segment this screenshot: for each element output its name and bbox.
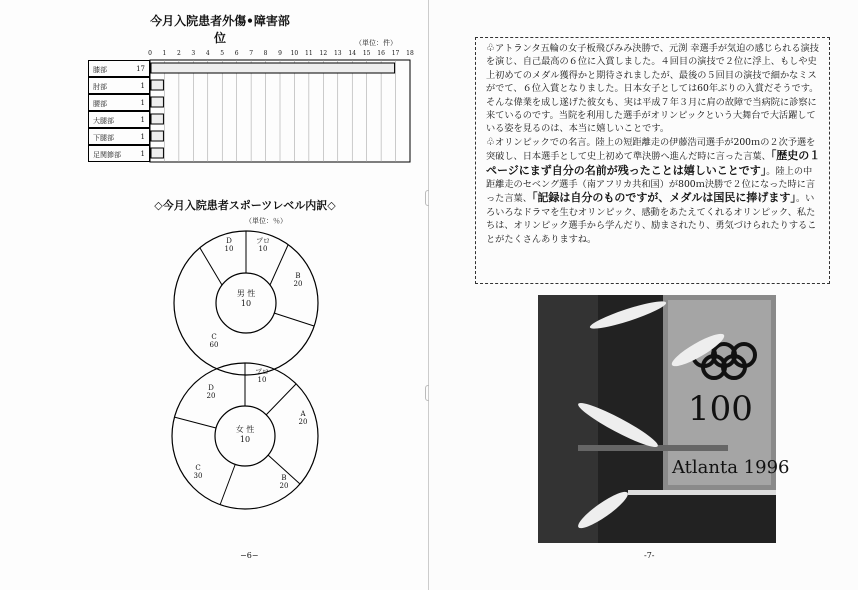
female-seg-c: [190, 464, 206, 480]
seg-label: B: [281, 474, 287, 482]
seg-value: 10: [258, 245, 268, 253]
tick-label: 5: [220, 50, 225, 57]
row-label: 大腿部: [93, 117, 114, 125]
row-count: 1: [140, 133, 145, 141]
paragraph1-text: アトランタ五輪の女子板飛びみみ決勝で、元渕 幸選手が気迫の感じられる演技を演じ、自己最高の６位に入賞しました。４回目の演技で２位に浮上、もしや史上初めてのメダル獲得かと期待されましたが、最後の５回目の演技で細かなミスがでて、６位入賞となりました。日本女子としては60年ぶりの入賞だそうです。そんな偉業を成し遂げた彼女も、実は平成７年３月に肩の故障で当病院に診察に来ているのです。当院を利用した選手がオリンピックという大舞台で大活躍している姿を見るのは、本当に嬉しいことです。: [486, 43, 819, 135]
seg-label: A: [300, 410, 306, 418]
sports-level-title: ◇今月入院患者スポーツレベル内訳◇: [154, 199, 336, 212]
tick-label: 3: [191, 50, 196, 57]
female-divider: [174, 417, 216, 428]
tick-label: 13: [333, 50, 342, 57]
row-label: 肘部: [93, 83, 107, 91]
tick-label: 0: [148, 50, 152, 57]
center-value: 10: [239, 435, 251, 444]
pie-unit: （単位：％）: [245, 217, 287, 225]
female-divider: [266, 384, 296, 415]
tick-label: 18: [406, 50, 414, 57]
seg-label: プロ: [256, 237, 270, 245]
male-seg-c: [206, 333, 222, 349]
diving-photo-drawing: [538, 295, 790, 543]
club-icon: ♧: [486, 136, 495, 148]
tick-label: 12: [319, 50, 328, 57]
tick-label: 10: [290, 50, 299, 57]
row-label: 足関節部: [93, 151, 121, 159]
center-title: 女 性: [235, 425, 255, 434]
seg-value: 20: [293, 280, 303, 288]
quote-ito: 「歴史の１ページにまず自分の名前が残ったことは嬉しいことです」: [486, 149, 821, 177]
tick-label: 16: [377, 50, 385, 57]
male-divider: [200, 248, 222, 285]
female-seg-pro: [252, 368, 272, 384]
seg-value: 10: [257, 376, 267, 384]
paragraph2-text-a: オリンピックでの名言。陸上の短距離走の伊藤浩司選手が200ｍの２次予選を突破し、日本選手として史上初めて準決勝へ進んだ時に言った言葉、: [486, 136, 816, 163]
tick-label: 15: [362, 50, 371, 57]
seg-label: C: [195, 464, 201, 472]
seg-value: 30: [193, 472, 203, 480]
female-divider: [220, 465, 235, 505]
tick-label: 11: [305, 50, 313, 57]
paragraph2-text-b: 。陸上の中距離走のセベング選手（南アフリカ共和国）が800ｍ決勝で２位になった時に言った言葉、: [486, 165, 816, 205]
diving-photo: [538, 295, 790, 543]
seg-label: D: [226, 237, 232, 245]
sign-number: 100: [688, 389, 753, 429]
paragraph2-text-c: 。いろいろなドラマを生むオリンピック、感動をあたえてくれるオリンピック、私たちは、オリンピック選手から学んだり、励まされたり、勇気づけられたりすることがたくさんありますね。: [486, 193, 817, 245]
center-value: 10: [240, 299, 252, 308]
row-label: 膝部: [93, 66, 107, 74]
tick-label: 6: [234, 50, 239, 57]
seg-value: 10: [224, 245, 234, 253]
seg-label: B: [295, 272, 301, 280]
page-number: −6−: [240, 551, 259, 560]
center-title: 男 性: [236, 289, 256, 298]
row-count: 1: [140, 116, 145, 124]
bar-chart-title: 今月入院患者外傷•障害部位: [150, 14, 290, 45]
male-seg-d: [222, 237, 236, 253]
male-center-label: [226, 289, 266, 309]
female-seg-a: [295, 410, 311, 426]
seg-value: 20: [206, 392, 216, 400]
tick-label: 14: [348, 50, 357, 57]
page-number-right: -7-: [644, 551, 655, 560]
seg-label: C: [211, 333, 217, 341]
tick-label: 1: [162, 50, 167, 57]
male-seg-pro: [253, 237, 273, 253]
tick-label: 4: [205, 50, 210, 57]
female-center-label: [225, 425, 265, 445]
female-seg-b: [276, 474, 292, 490]
tick-label: 2: [176, 50, 181, 57]
male-divider: [274, 313, 314, 326]
article-paragraph-2: [486, 136, 821, 246]
tick-label: 9: [278, 50, 282, 57]
sign-text: Atlanta 1996: [672, 457, 790, 478]
row-count: 1: [140, 99, 145, 107]
male-seg-b: [290, 272, 306, 288]
row-label: 腰部: [93, 100, 107, 108]
seg-value: 20: [279, 482, 289, 490]
seg-label: D: [208, 384, 214, 392]
article-paragraph-1: [486, 42, 821, 136]
bar-chart-unit: （単位：件）: [355, 39, 397, 47]
row-count: 1: [140, 82, 145, 90]
seg-label: プロ: [255, 368, 269, 376]
tick-label: 17: [391, 50, 400, 57]
club-icon: ♧: [486, 43, 495, 54]
seg-value: 60: [209, 341, 219, 349]
row-count: 1: [140, 150, 145, 158]
row-count: 17: [136, 65, 145, 73]
female-seg-d: [203, 384, 219, 400]
tick-label: 8: [263, 50, 268, 57]
olympic-article-box: [475, 37, 830, 284]
seg-value: 20: [298, 418, 308, 426]
quote-sepeng: 「記録は自分のものですが、メダルは国民に捧げます」: [531, 191, 796, 205]
tick-label: 7: [249, 50, 254, 57]
row-label: 下腿部: [93, 134, 114, 142]
